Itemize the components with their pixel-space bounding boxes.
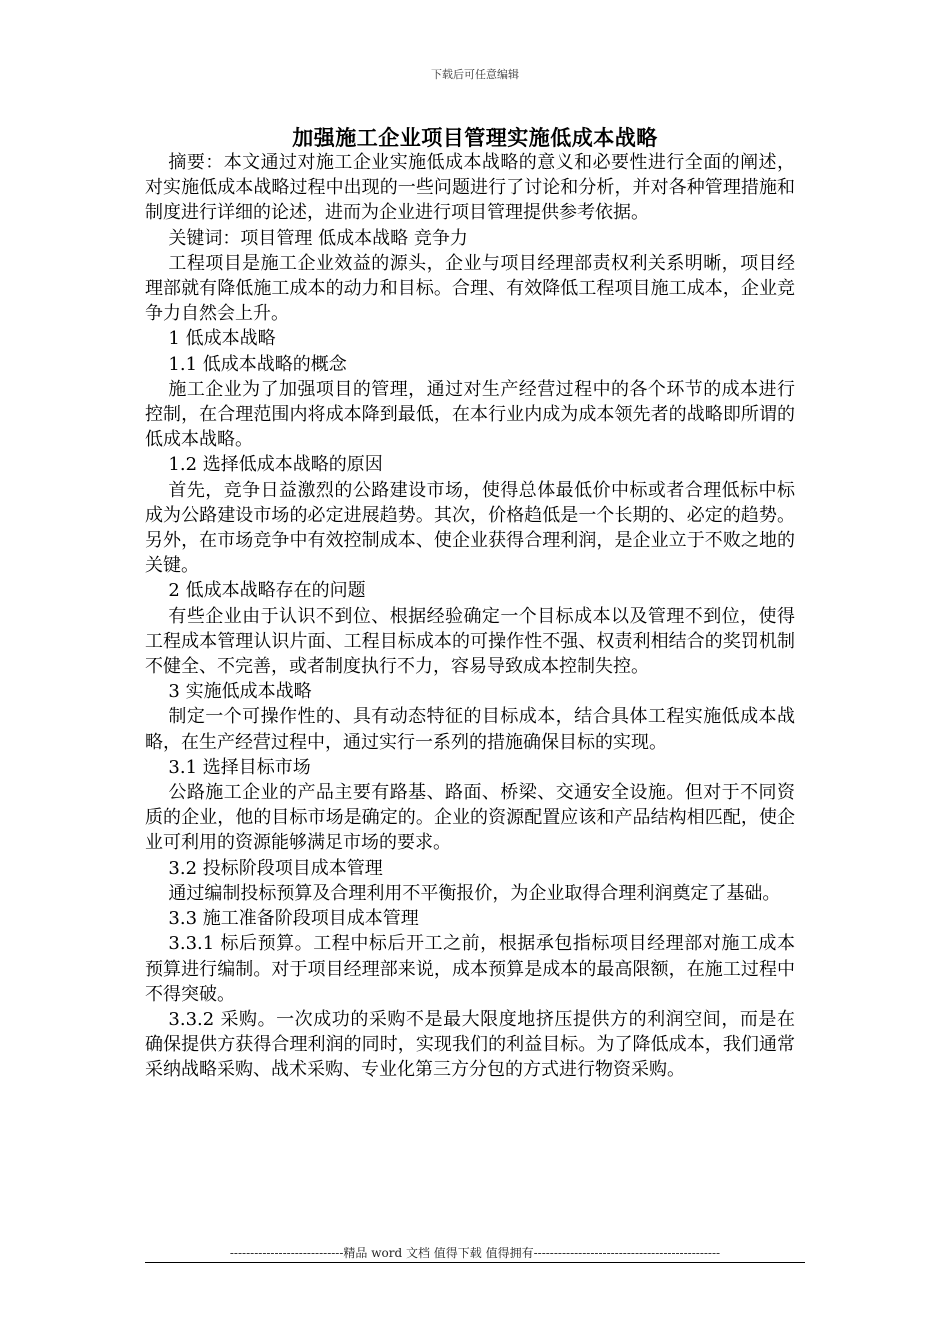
body-paragraph: 3.3.1 标后预算。工程中标后开工之前，根据承包指标项目经理部对施工成本预算进行编制。对于项目经理部来说，成本预算是成本的最高限额，在施工过程中不得突破。 [145,933,795,1005]
body-paragraph: 施工企业为了加强项目的管理，通过对生产经营过程中的各个环节的成本进行控制，在合理范围内将成本降到最低，在本行业内成为成本领先者的战略即所谓的低成本战略。 [145,378,795,451]
keywords-paragraph: 关键词：项目管理 低成本战略 竞争力 [168,227,468,249]
abstract-paragraph: 摘要：本文通过对施工企业实施低成本战略的意义和必要性进行全面的阐述，对实施低成本战略过程中出现的一些问题进行了讨论和分析，并对各种管理措施和制度进行详细的论述，进而为企业进行项目管理提供参考依据。 [145,152,795,224]
footer-divider [145,1262,805,1263]
section-heading-1: 1 低成本战略 [168,328,276,350]
body-paragraph: 制定一个可操作性的、具有动态特征的目标成本，结合具体工程实施低成本战略，在生产经营过程中，通过实行一系列的措施确保目标的实现。 [145,706,795,753]
document-title: 加强施工企业项目管理实施低成本战略 [292,125,658,150]
body-paragraph: 3.3.2 采购。一次成功的采购不是最大限度地挤压提供方的利润空间，而是在确保提供方获得合理利润的同时，实现我们的利益目标。为了降低成本，我们通常采纳战略采购、战术采购、专业化第三方分包的方式进行物资采购。 [145,1008,795,1081]
section-heading-1-1: 1.1 低成本战略的概念 [168,353,347,375]
document-body [145,150,795,1083]
header-note: 下载后可任意编辑 [431,68,519,81]
section-heading-2: 2 低成本战略存在的问题 [168,580,366,602]
section-heading-3-3: 3.3 施工准备阶段项目成本管理 [168,908,419,930]
section-heading-1-2: 1.2 选择低成本战略的原因 [168,454,383,476]
body-paragraph: 公路施工企业的产品主要有路基、路面、桥梁、交通安全设施。但对于不同资质的企业，他的目标市场是确定的。企业的资源配置应该和产品结构相匹配，使企业可利用的资源能够满足市场的要求。 [145,782,795,854]
body-paragraph: 有些企业由于认识不到位、根据经验确定一个目标成本以及管理不到位，使得工程成本管理认识片面、工程目标成本的可操作性不强、权责利相结合的奖罚机制不健全、不完善，或者制度执行不力，容易导致成本控制失控。 [145,605,795,678]
body-paragraph: 通过编制投标预算及合理利用不平衡报价，为企业取得合理利润奠定了基础。 [168,882,781,904]
section-heading-3-2: 3.2 投标阶段项目成本管理 [168,857,383,879]
footer-note: ----------------------------精品 word 文档 值得下载 值得拥有---------------------------------------------- [229,1246,721,1260]
intro-paragraph: 工程项目是施工企业效益的源头，企业与项目经理部责权利关系明晰，项目经理部就有降低施工成本的动力和目标。合理、有效降低工程项目施工成本，企业竞争力自然会上升。 [145,252,795,325]
section-heading-3-1: 3.1 选择目标市场 [168,756,311,778]
body-paragraph: 首先，竞争日益激烈的公路建设市场，使得总体最低价中标或者合理低标中标成为公路建设市场的必定进展趋势。其次，价格趋低是一个长期的、必定的趋势。另外，在市场竞争中有效控制成本、使企业获得合理利润，是企业立于不败之地的关键。 [145,479,795,577]
section-heading-3: 3 实施低成本战略 [168,681,312,703]
